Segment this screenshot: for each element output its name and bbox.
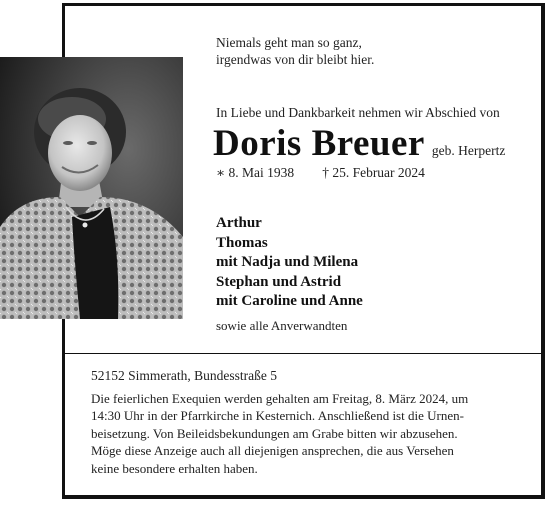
notice-line: keine besondere erhalten haben. [91, 460, 258, 476]
maiden-name: geb. Herpertz [431, 143, 506, 158]
family-list [216, 214, 363, 312]
portrait-photo [0, 57, 183, 319]
portrait-illustration [0, 57, 183, 319]
family-member: mit Nadja und Milena [216, 254, 359, 271]
farewell-intro: In Liebe und Dankbarkeit nehmen wir Abschied von [216, 105, 500, 120]
quote-line: Niemals geht man so ganz, [216, 35, 362, 50]
family-member: Stephan und Astrid [216, 273, 342, 290]
divider [65, 353, 541, 354]
quote-line: irgendwas von dir bleibt hier. [216, 52, 375, 67]
notice-line: 14:30 Uhr in der Pfarrkirche in Kesternich. Anschließend ist die Urnen- [91, 408, 464, 424]
notice-line: Möge diese Anzeige auch all diejenigen ansprechen, die aus Versehen [91, 443, 454, 459]
address: 52152 Simmerath, Bundesstraße 5 [91, 368, 277, 383]
notice-line: beisetzung. Von Beileidsbekundungen am Grabe bitten wir abzusehen. [91, 425, 458, 441]
birth-date: ∗ 8. Mai 1938 [216, 165, 295, 180]
relatives-note: sowie alle Anverwandten [216, 318, 348, 333]
notice-line: Die feierlichen Exequien werden gehalten am Freitag, 8. März 2024, um [91, 391, 469, 406]
service-notice [91, 390, 531, 477]
deceased-name-line [213, 122, 505, 165]
death-date: † 25. Februar 2024 [322, 165, 425, 180]
family-member: mit Caroline und Anne [216, 293, 363, 310]
family-member: Thomas [216, 234, 268, 251]
deceased-name: Doris Breuer [213, 123, 425, 164]
family-member: Arthur [216, 215, 262, 231]
memorial-quote [216, 34, 374, 68]
life-dates [216, 165, 425, 181]
